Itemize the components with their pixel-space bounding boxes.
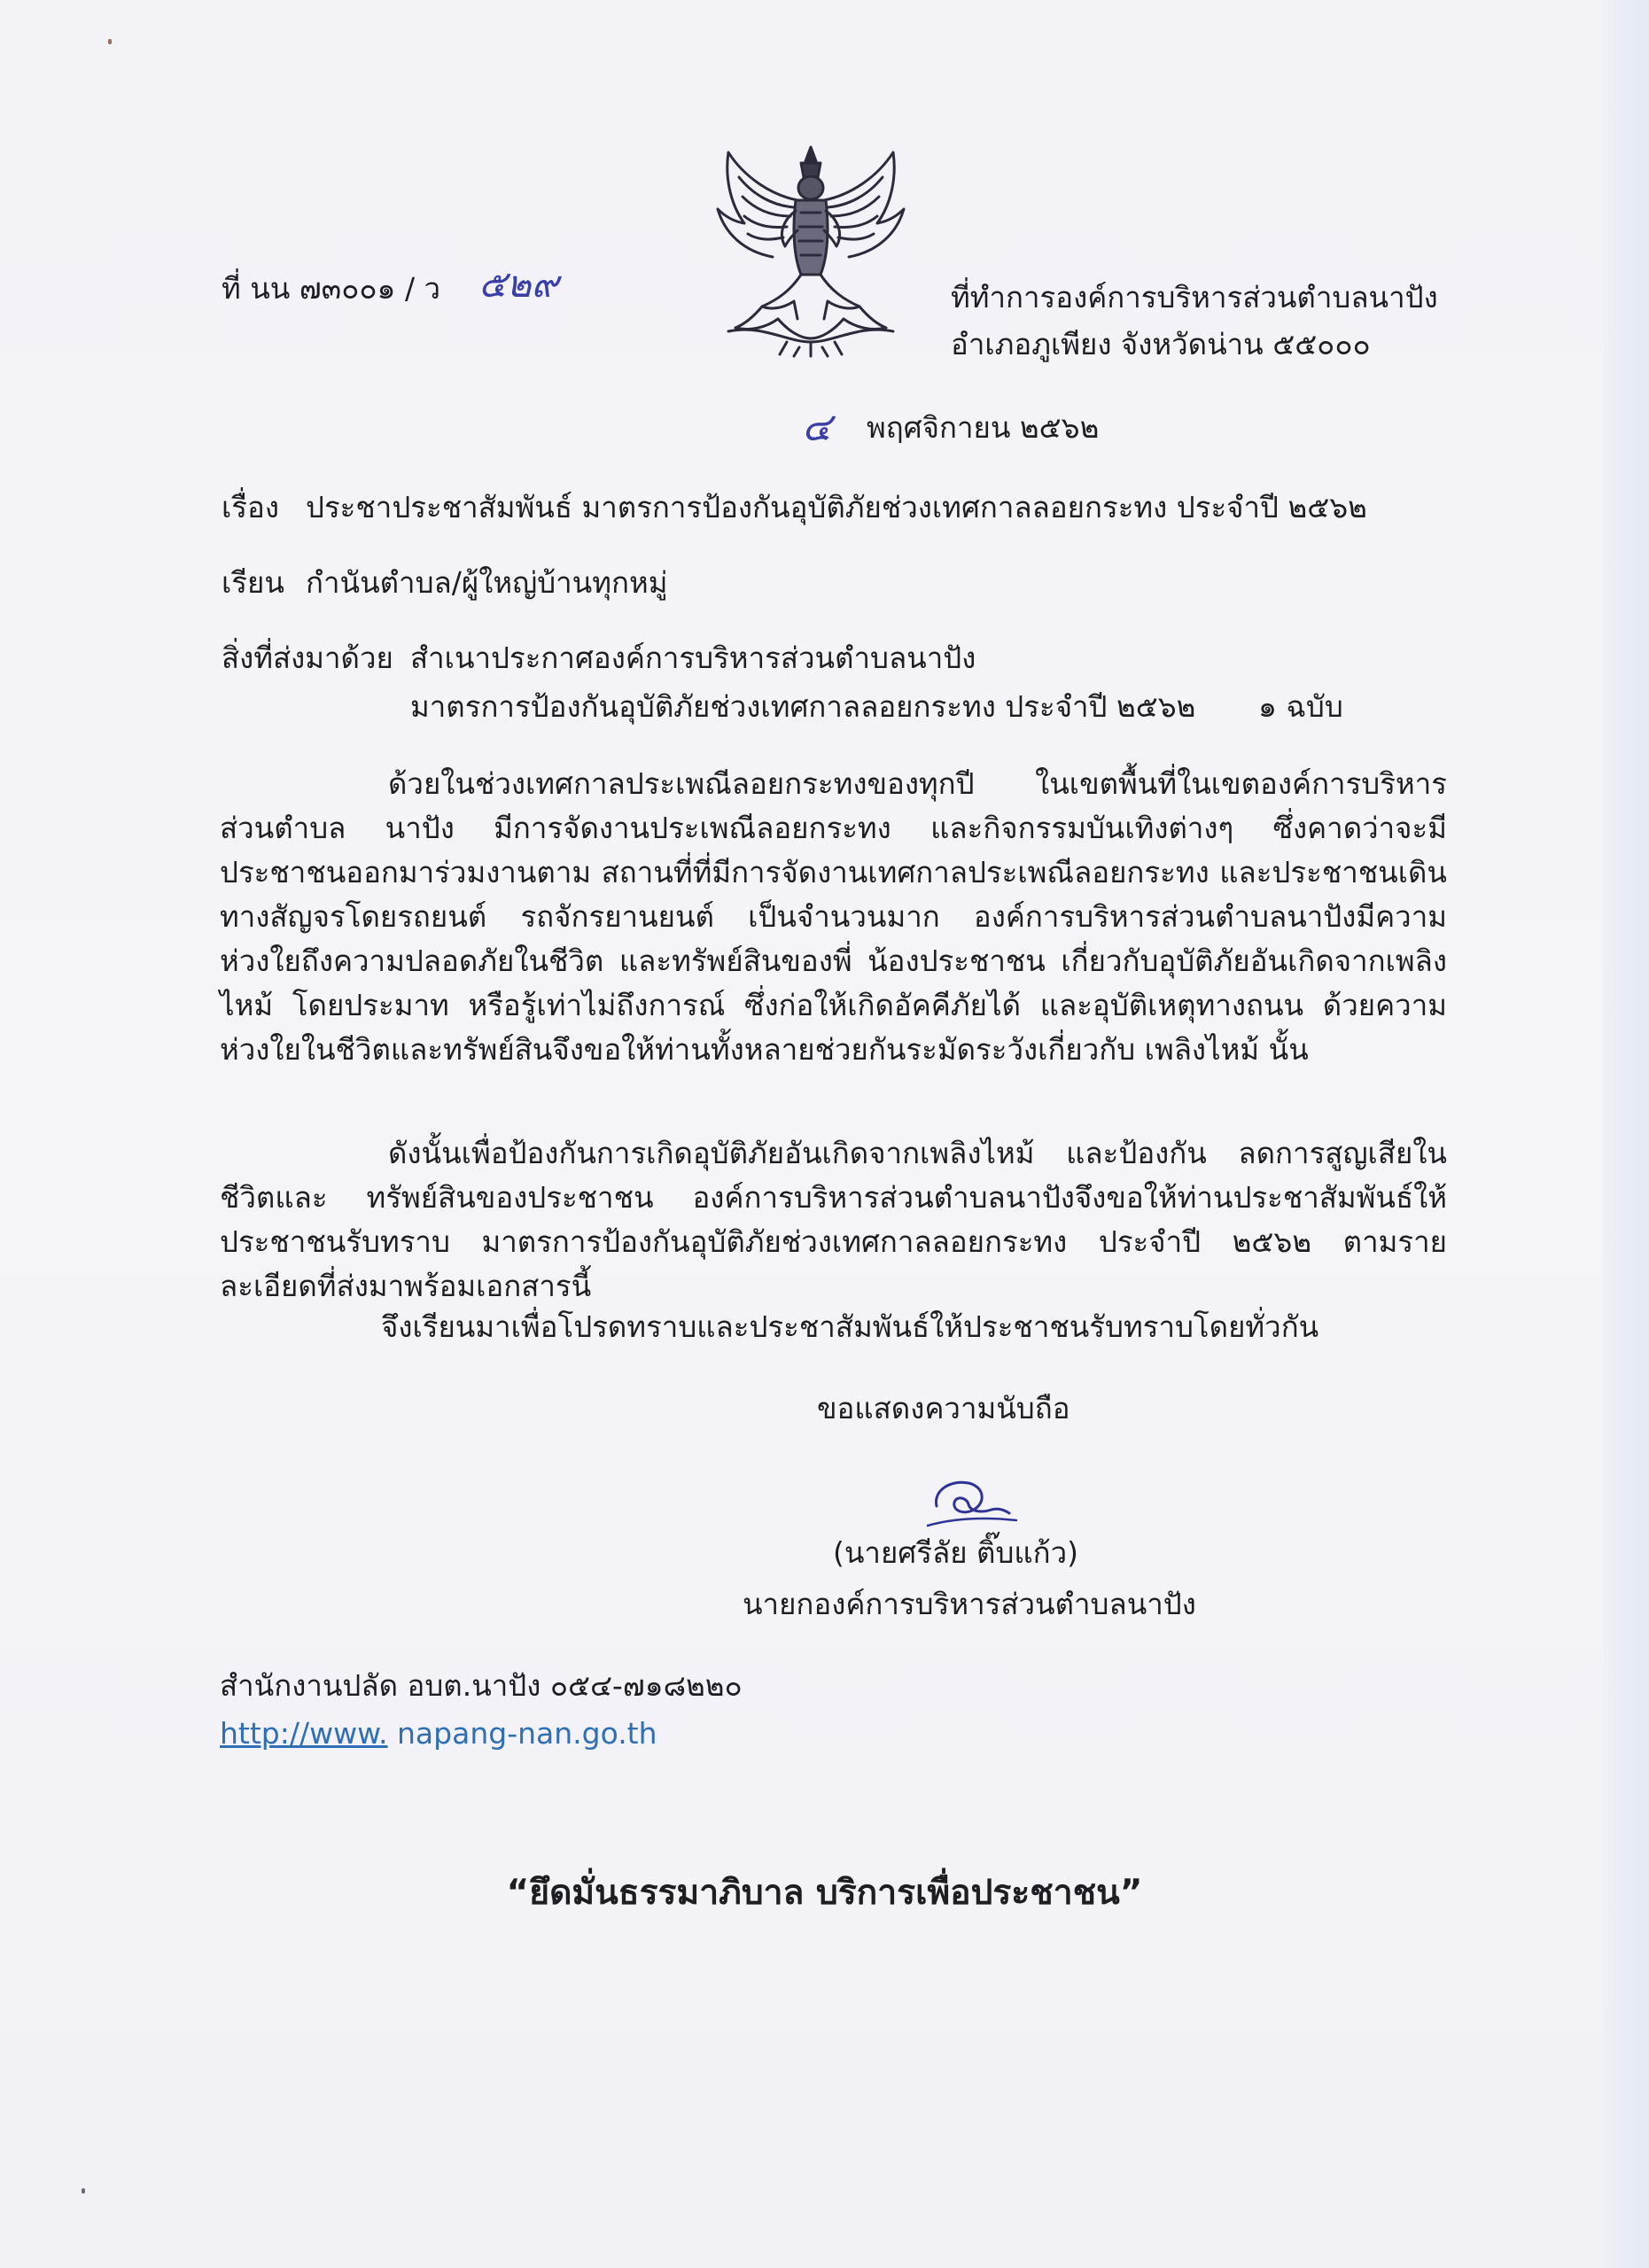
enclosure-line1: สำเนาประกาศองค์การบริหารส่วนตำบลนาปัง (410, 641, 976, 675)
website-link[interactable] (220, 1716, 657, 1751)
date-text: พฤศจิกายน ๒๕๖๒ (867, 410, 1100, 445)
website-link-prefix[interactable]: http://www. (220, 1716, 388, 1751)
reference-handwritten: ๕๒๙ (478, 262, 559, 306)
motto: “ยึดมั่นธรรมาภิบาล บริการเพื่อประชาชน” (506, 1873, 1143, 1913)
website-link-domain[interactable]: napang-nan.go.th (387, 1716, 657, 1751)
recipient-text: กำนันตำบล/ผู้ใหญ่บ้านทุกหมู่ (306, 565, 668, 600)
signatory-position: นายกองค์การบริหารส่วนตำบลนาปัง (743, 1587, 1196, 1621)
enclosure-label: สิ่งที่ส่งมาด้วย (222, 641, 393, 675)
garuda-emblem-icon (709, 142, 913, 359)
signature-mark (917, 1471, 1023, 1533)
enclosure-line2: มาตรการป้องกันอุบัติภัยช่วงเทศกาลลอยกระทง ประจำปี ๒๕๖๒ (410, 689, 1196, 724)
scan-speck (108, 39, 112, 44)
office-contact: สำนักงานปลัด อบต.นาปัง ๐๕๔-๗๑๘๒๒๐ (220, 1668, 743, 1703)
enclosure-count: ๑ ฉบับ (1258, 689, 1343, 724)
salutation: ขอแสดงความนับถือ (817, 1391, 1070, 1425)
recipient-label: เรียน (222, 565, 284, 600)
body-paragraph-2: ดังนั้นเพื่อป้องกันการเกิดอุบัติภัยอันเกิดจากเพลิงไหม้ และป้องกัน ลดการสูญเสียในชีวิตและ ทรัพย์สินของประชาชน องค์การบริหารส่วนตำบลนาปังจึงขอให้ท่านประชาสัมพันธ์ให้ประชาชนรับทราบ มาตรการป้องกันอุบัติภัยช่วงเทศกาลลอยกระทง ประจำปี ๒๕๖๒ ตามรายละเอียดที่ส่งมาพร้อมเอกสารนี้ (220, 1136, 1447, 1303)
subject-text: ประชาประชาสัมพันธ์ มาตรการป้องกันอุบัติภัยช่วงเทศกาลลอยกระทง ประจำปี ๒๕๖๒ (306, 490, 1367, 524)
subject-label: เรื่อง (222, 490, 279, 524)
scan-edge (1603, 0, 1649, 2268)
office-address-line1: ที่ทำการองค์การบริหารส่วนตำบลนาปัง (951, 280, 1438, 315)
signatory-name: (นายศรีลัย ติ๊บแก้ว) (833, 1535, 1079, 1570)
date-handwritten: ๔ (802, 405, 832, 450)
closing-request: จึงเรียนมาเพื่อโปรดทราบและประชาสัมพันธ์ให้ประชาชนรับทราบโดยทั่วกัน (381, 1309, 1319, 1344)
scan-speck (82, 2188, 85, 2194)
body-paragraph-1: ด้วยในช่วงเทศกาลประเพณีลอยกระทงของทุกปี ในเขตพื้นที่ในเขตองค์การบริหารส่วนตำบล นาปัง มีการจัดงานประเพณีลอยกระทง และกิจกรรมบันเทิงต่างๆ ซึ่งคาดว่าจะมีประชาชนออกมาร่วมงานตาม สถานที่ที่มีการจัดงานเทศกาลประเพณีลอยกระทง และประชาชนเดินทางสัญจรโดยรถยนต์ รถจักรยานยนต์ เป็นจำนวนมาก องค์การบริหารส่วนตำบลนาปังมีความห่วงใยถึงความปลอดภัยในชีวิต และทรัพย์สินของพี่ น้องประชาชน เกี่ยวกับอุบัติภัยอันเกิดจากเพลิงไหม้ โดยประมาท หรือรู้เท่าไม่ถึงการณ์ ซึ่งก่อให้เกิดอัคคีภัยได้ และอุบัติเหตุทางถนน ด้วยความห่วงใยในชีวิตและทรัพย์สินจึงขอให้ท่านทั้งหลายช่วยกันระมัดระวังเกี่ยวกับ เพลิงไหม้ นั้น (220, 766, 1447, 1067)
reference-number: ที่ นน ๗๓๐๐๑ / ว (222, 271, 441, 306)
office-address-line2: อำเภอภูเพียง จังหวัดน่าน ๕๕๐๐๐ (951, 327, 1371, 361)
